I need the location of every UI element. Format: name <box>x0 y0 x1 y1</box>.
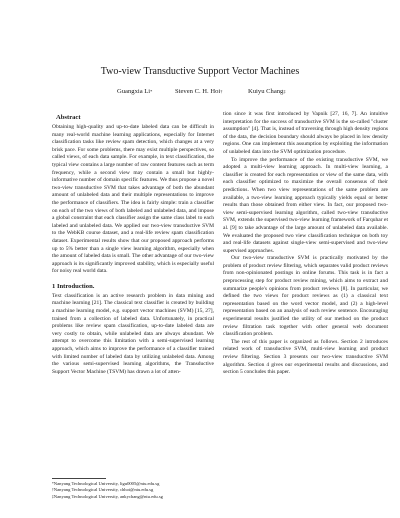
footnotes <box>52 478 214 500</box>
footnote-text: Nanyang Technological University, ankychang@ntu.edu.sg <box>53 493 163 499</box>
left-column <box>52 114 214 376</box>
author-mark: ‡ <box>283 89 286 94</box>
paper-title: Two-view Transductive Support Vector Machines <box>100 66 300 77</box>
author-name: Steven C. H. Hoi <box>175 88 221 95</box>
footnote-mark: † <box>52 488 54 493</box>
author-mark: † <box>220 89 223 94</box>
body-paragraph: The rest of this paper is organized as follows. Section 2 introduces related work of transductive SVM, multi-view learning and product review filtering. Section 3 presents our two-view transductive SVM algorithm. Section 4 gives our experimental results and discussions, and section 5 concludes this paper. <box>223 338 388 376</box>
author-3 <box>248 88 286 96</box>
author-2 <box>175 88 222 96</box>
footnote-text: Nanyang Technological University, chhoi@ntu.edu.sg <box>53 487 154 493</box>
intro-paragraph: Text classification is an active research problem in data mining and machine learning [21]. The classical text classifier is created by building a machine learning model, e.g. support vector machines (SVM) [15, 27], trained from a collection of labeled data. Unfortunately, in practical problems like review spam classification, up-to-date labeled data are very costly to obtain, while unlabeled data are always abundant. We attempt to overcome this limitation with a semi-supervised learning approach, which aims to improve the performance of a classifier trained with limited number of labeled data by utilizing unlabeled data. Among the various semi-supervised learning algorithms, the Transductive Support Vector Machine (TSVM) has drawn a lot of atten- <box>52 292 214 375</box>
body-paragraph: Our two-view transductive SVM is practically motivated by the problem of product review filtering, which separates valid product reviews from non-opinionated postings in online forums. This task is in fact a preprocessing step for product review mining, which aims to extract and summarize people's opinions from product reviews [8]. In particular, we defined the two views for product reviews as (1) a classical text representation based on the word vector model, and (2) a high-level representation based on an analysis of each review sentence. Encouraging experimental results justified the utility of our method on the product review filtration task together with other general web document classification problem. <box>223 255 388 338</box>
footnote-mark: ‡ <box>52 494 54 499</box>
author-name: Kuiyu Chang <box>248 88 284 95</box>
author-list <box>0 88 400 98</box>
author-name: Guangxia Li <box>117 88 151 95</box>
right-column <box>223 111 388 377</box>
body-paragraph: tion since it was first introduced by Vapnik [27, 16, 7]. An intuitive interpretation for the success of transductive SVM is the so-called "cluster assumption" [4]. That is, instead of traversing through high density regions of the data, the decision boundary should always be placed in low density regions. One can implement this assumption by exploiting the information of unlabeled data into the SVM optimization procedure. <box>223 111 388 155</box>
abstract-heading: Abstract <box>56 114 81 121</box>
section-heading-introduction: 1 Introduction. <box>52 282 95 290</box>
abstract-text: Obtaining high-quality and up-to-date labeled data can be difficult in many real-world machine learning applications, especially for Internet classification tasks like review spam detection, which changes at a very brisk pace. For some problems, there may exist multiple perspectives, so called views, of each data sample. For example, in text classification, the typical view contains a large number of raw content features such as term frequency, while a second view may contain a small but highly-informative number of domain specific features. We thus propose a novel two-view transductive SVM that takes advantage of both the abundant amount of unlabeled data and their multiple representations to improve the performance of classifiers. The idea is fairly simple: train a classifier on each of the two views of both labeled and unlabeled data, and impose a global constraint that each classifier assign the same class label to each labeled and unlabeled data. We applied our two-view transductive SVM to the WebKB course dataset, and a real-life review spam classification dataset. Experimental results show that our proposed approach performs up to 5% better than a single view learning algorithm, especially when the amount of labeled data is small. The other advantage of our two-view approach is its significantly improved stability, which is especially useful for noisy real world data. <box>52 124 214 275</box>
author-mark: * <box>150 89 153 94</box>
footnote <box>52 494 214 500</box>
footnote-divider <box>52 478 106 479</box>
footnote-text: Nanyang Technological University, ligu0005@ntu.edu.sg <box>53 481 160 486</box>
body-paragraph: To improve the performance of the existing transductive SVM, we adopted a multi-view learning approach. In multi-view learning, a classifier is created for each representation or view of the same data, with each classifier optimized to maximize the overall consensus of their predictions. When two view representations of the same problem are available, a two-view learning approach typically yields equal or better results than those obtained from either view. In fact, our proposed two-view semi-supervised learning algorithm, called two-view transductive SVM, extends the supervised two-view learning framework of Farquhar et al. [9] to take advantage of the large amount of unlabeled data available. We evaluated the proposed two view classification technique on both toy and real-life datasets against single-view semi-supervised and two-view supervised approaches. <box>223 156 388 254</box>
footnote-mark: * <box>52 482 54 486</box>
author-1 <box>117 88 152 96</box>
